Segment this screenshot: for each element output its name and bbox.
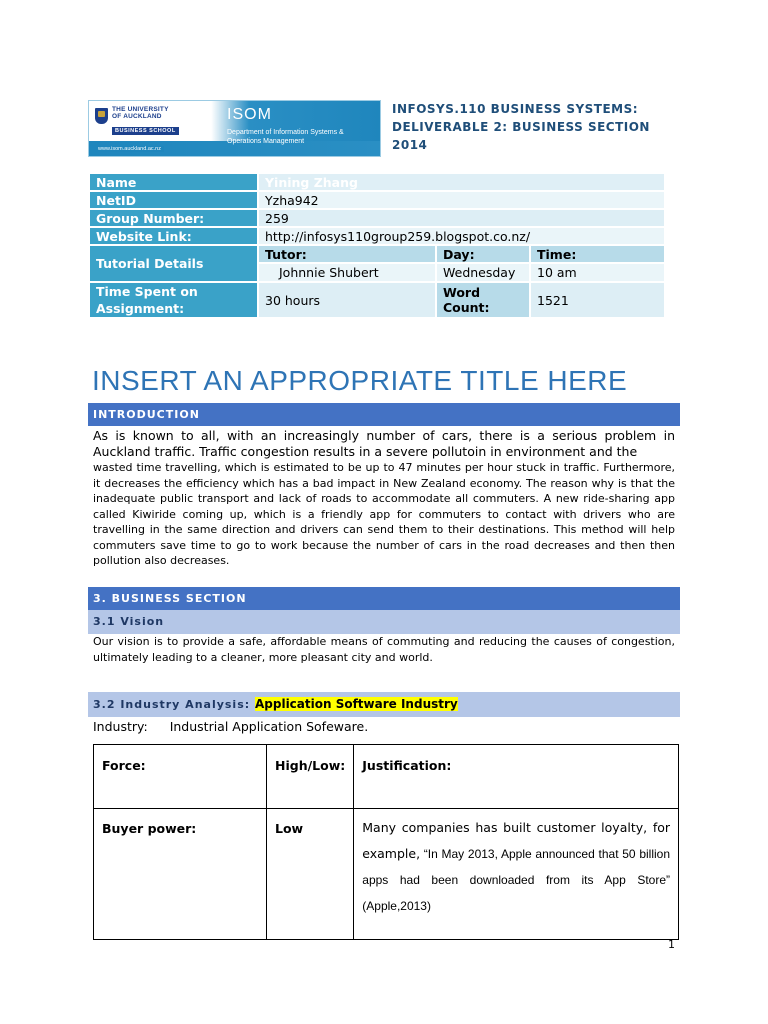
industry-analysis-heading	[88, 692, 680, 717]
row-website	[90, 228, 664, 244]
industry-line	[93, 719, 368, 734]
introduction-heading: INTRODUCTION	[88, 403, 680, 426]
row-group	[90, 210, 664, 226]
row-name	[90, 174, 664, 190]
tutorial-label: Tutorial Details	[90, 246, 257, 281]
main-title: INSERT AN APPROPRIATE TITLE HERE	[92, 365, 628, 396]
university-line-1: THE UNIVERSITY	[112, 106, 169, 113]
isom-banner	[88, 100, 381, 157]
word-count-label: Word Count:	[437, 283, 529, 317]
business-school-tag: BUSINESS SCHOOL	[112, 127, 179, 135]
student-info-table	[88, 172, 666, 319]
justification-header	[354, 745, 679, 809]
buyer-power-level	[267, 809, 354, 940]
university-line-2: OF AUCKLAND	[112, 113, 162, 120]
isom-title: ISOM	[227, 106, 272, 123]
university-logo	[95, 106, 207, 136]
industry-highlight: Application Software Industry	[254, 697, 458, 711]
buyer-power-force	[94, 809, 267, 940]
isom-subtitle: Department of Information Systems & Operations Management	[227, 129, 344, 145]
day-value: Wednesday	[437, 264, 529, 281]
page-number: 1	[668, 938, 675, 951]
time-spent-label	[90, 283, 257, 317]
business-section-heading: 3. BUSINESS SECTION	[88, 587, 680, 610]
industry-analysis-label: 3.2 Industry Analysis:	[93, 698, 255, 711]
group-value: 259	[259, 210, 664, 226]
day-header: Day:	[437, 246, 529, 262]
row-time-spent	[90, 283, 664, 317]
justification-quote: “In May 2013, Apple announced that 50 billion apps had been downloaded from its App Store” (Apple,2013)	[362, 847, 670, 913]
level-header	[267, 745, 354, 809]
name-value: Yining Zhang	[259, 174, 664, 190]
group-label: Group Number:	[90, 210, 257, 226]
time-spent-value: 30 hours	[259, 283, 435, 317]
document-title	[392, 100, 672, 154]
justification-text	[362, 815, 670, 919]
time-spent-label-line-1: Time Spent on	[96, 284, 198, 299]
document-title-line-1: INFOSYS.110 BUSINESS SYSTEMS:	[392, 102, 639, 116]
row-tutorial-header	[90, 246, 664, 262]
force-row-buyer-power	[94, 809, 679, 940]
website-label: Website Link:	[90, 228, 257, 244]
buyer-power-justification	[354, 809, 679, 940]
banner-url: www.isom.auckland.ac.nz	[95, 146, 164, 152]
document-title-line-3: 2014	[392, 138, 428, 152]
time-value: 10 am	[531, 264, 664, 281]
website-link[interactable]: http://infosys110group259.blogspot.co.nz/	[259, 228, 664, 244]
word-count-value: 1521	[531, 283, 664, 317]
buyer-power-text: Buyer power:	[102, 821, 197, 836]
name-label: Name	[90, 174, 257, 190]
crest-icon	[95, 108, 108, 124]
justification-header-text: Justification:	[362, 758, 452, 773]
introduction-text	[93, 428, 675, 569]
vision-text: Our vision is to provide a safe, affordable means of commuting and reducing the causes of congestion, ultimately leading to a cleaner, more pleasant city and world.	[93, 635, 675, 664]
force-header-text: Force:	[102, 758, 146, 773]
industry-label: Industry:	[93, 719, 148, 734]
netid-label: NetID	[90, 192, 257, 208]
document-title-line-2: DELIVERABLE 2: BUSINESS SECTION	[392, 120, 650, 134]
netid-value: Yzha942	[259, 192, 664, 208]
time-spent-label-line-2: Assignment:	[96, 301, 185, 316]
tutor-header: Tutor:	[259, 246, 435, 262]
industry-value: Industrial Application Sofeware.	[169, 719, 369, 734]
row-netid	[90, 192, 664, 208]
introduction-body: wasted time travelling, which is estimated to be up to 47 minutes per hour stuck in traffic. Furthermore, it decreases the efficiency which has a bad impact in New Zealand economy. The reason why is that the inadequate public transport and lack of roads to accommodate all commuters. A new ride-sharing app called Kiwiride coming up, which is a friendly app for commuters to contact with drivers who are travelling in the same direction and drivers can send them to their destinations. This method will help commuters save time to go to work because the number of cars in the road decreases and then then pollution also decreases.	[93, 461, 675, 567]
introduction-lead: As is known to all, with an increasingly number of cars, there is a serious problem in Auckland traffic. Traffic congestion results in a severe pollutoin in environment and the	[93, 428, 675, 459]
level-header-text: High/Low:	[275, 758, 346, 773]
tutor-value: Johnnie Shubert	[259, 264, 435, 281]
force-header	[94, 745, 267, 809]
time-header: Time:	[531, 246, 664, 262]
justification-lead: Many companies has built customer loyalty, for example,	[362, 820, 670, 861]
buyer-power-level-text: Low	[275, 821, 304, 836]
force-table-header	[94, 745, 679, 809]
porter-forces-table	[93, 744, 679, 940]
vision-heading: 3.1 Vision	[88, 610, 680, 634]
